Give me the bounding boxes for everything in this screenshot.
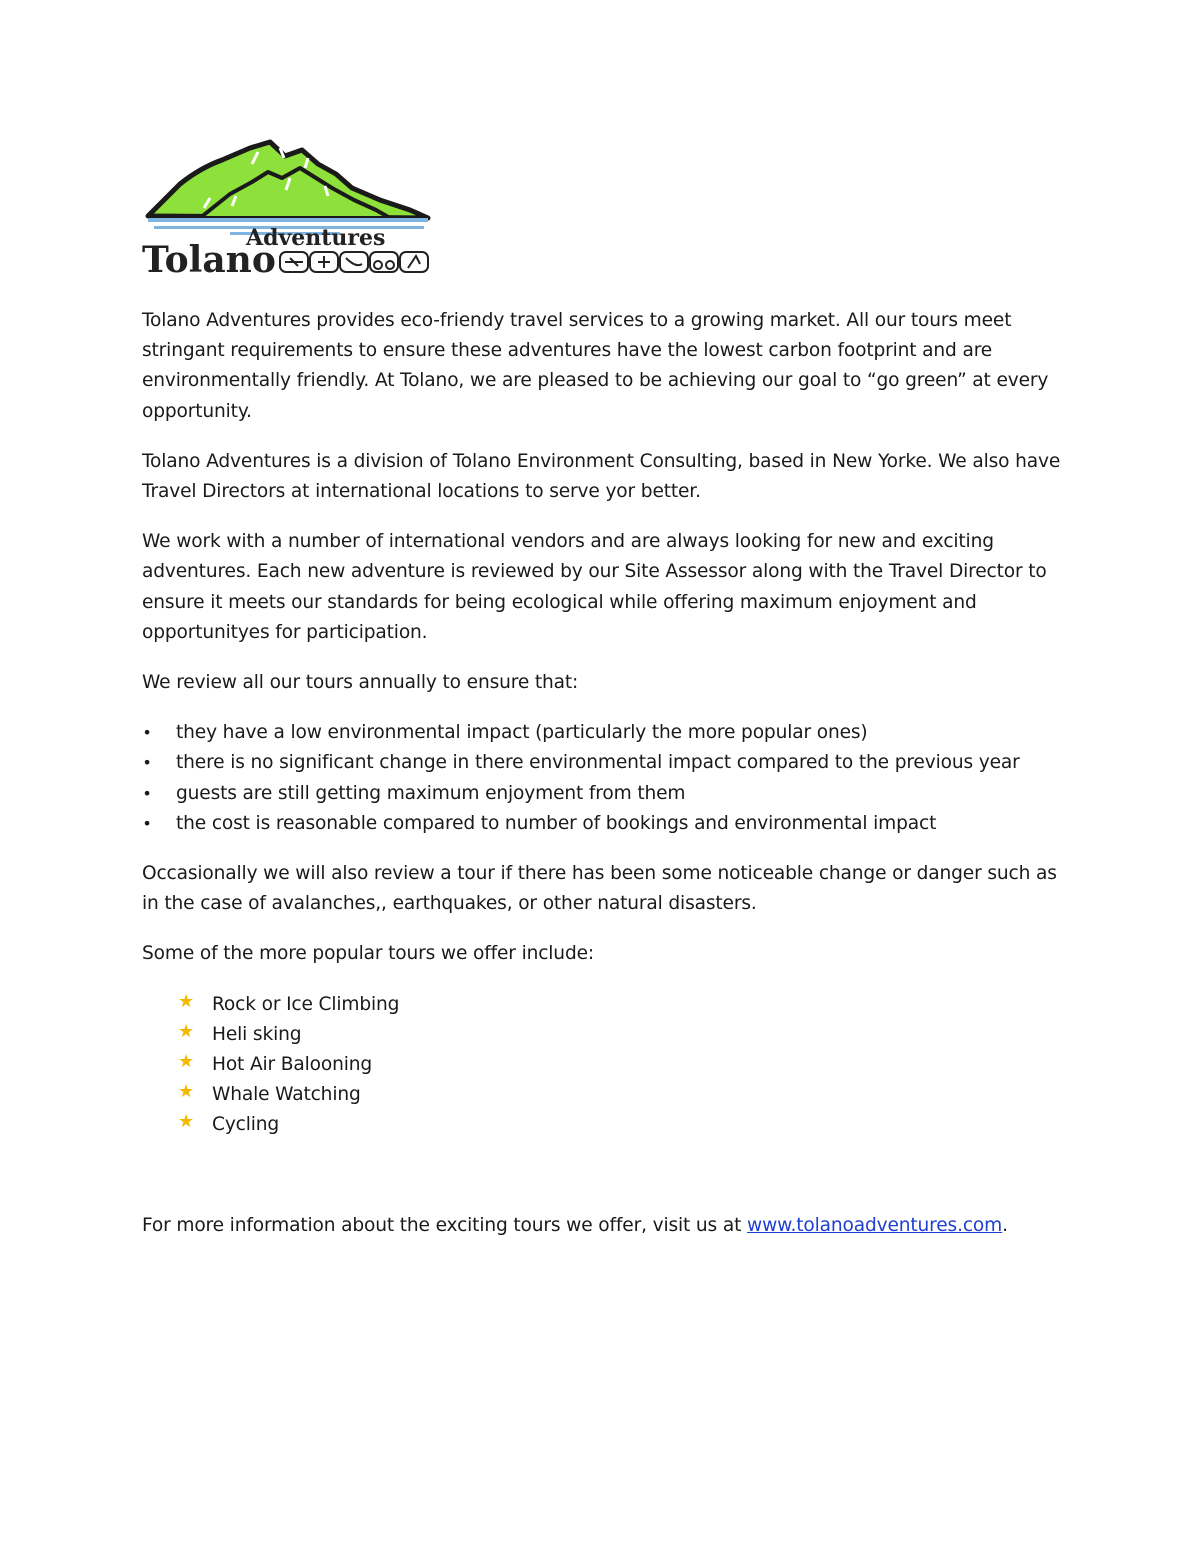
logo-graphic (140, 138, 436, 278)
star-icon: ★ (178, 1081, 194, 1103)
list-item-text: Heli sking (212, 1023, 302, 1045)
division-paragraph: Tolano Adventures is a division of Tolano Environment Consulting, based in New Yorke. We also have Travel Directors at international locations to serve yor better. (142, 450, 1061, 503)
logo-word-adventures: Adventures (246, 225, 386, 251)
list-item-text: Rock or Ice Climbing (212, 993, 400, 1015)
logo-word-tolano: Tolano (142, 239, 276, 278)
list-item-text: Cycling (212, 1114, 280, 1136)
list-item (142, 1110, 1072, 1140)
list-item-text: Whale Watching (212, 1084, 361, 1106)
star-icon: ★ (178, 1111, 194, 1133)
website-link[interactable]: www.tolanoadventures.com (747, 1214, 1003, 1236)
more-info-period: . (1002, 1214, 1008, 1236)
bullet-icon: • (142, 723, 152, 743)
star-icon: ★ (178, 1020, 194, 1042)
bullet-icon: • (142, 753, 152, 773)
list-item (142, 1050, 1072, 1080)
bullet-icon: • (142, 783, 152, 803)
vendors-paragraph: We work with a number of international vendors and are always looking for new and exciting adventures. Each new adventure is reviewed by our Site Assessor along with the Travel Director to ensure it meets our standards for being ecological while offering maximum enjoyment and opportunityes for participation. (142, 531, 1047, 643)
list-item (142, 1080, 1072, 1110)
list-item (142, 990, 1072, 1020)
activity-icons (280, 252, 428, 272)
whale-icon (340, 252, 368, 272)
list-item (142, 718, 1072, 748)
review-intro-paragraph: We review all our tours annually to ensure that: (142, 672, 579, 694)
more-info-text: For more information about the exciting tours we offer, visit us at (142, 1214, 748, 1236)
list-item (142, 1020, 1072, 1050)
list-item-text: they have a low environmental impact (particularly the more popular ones) (176, 722, 868, 744)
document-body (142, 306, 1072, 1261)
list-item-text: guests are still getting maximum enjoyment from them (176, 782, 686, 804)
star-icon: ★ (178, 1051, 194, 1073)
bullet-icon: • (142, 813, 152, 833)
intro-paragraph: Tolano Adventures provides eco-friendy travel services to a growing market. All our tours meet stringant requirements to ensure these adventures have the lowest carbon footprint and are environmentally friendly. At Tolano, we are pleased to be achieving our goal to “go green” at every opportunity. (142, 310, 1049, 422)
popular-tours-list (142, 990, 1072, 1141)
list-item (142, 748, 1072, 778)
climbing-icon (400, 252, 428, 272)
list-item (142, 779, 1072, 809)
tolano-logo (140, 138, 436, 278)
star-icon: ★ (178, 990, 194, 1012)
list-item-text: Hot Air Balooning (212, 1054, 373, 1076)
list-item (142, 809, 1072, 839)
list-item-text: there is no significant change in there environmental impact compared to the previous year (176, 752, 1020, 774)
popular-intro-paragraph: Some of the more popular tours we offer include: (142, 943, 594, 965)
more-info-paragraph (142, 1211, 1072, 1241)
occasionally-paragraph: Occasionally we will also review a tour if there has been some noticeable change or danger such as in the case of avalanches,, earthquakes, or other natural disasters. (142, 863, 1057, 915)
list-item-text: the cost is reasonable compared to number of bookings and environmental impact (176, 812, 937, 834)
review-criteria-list (142, 718, 1072, 839)
